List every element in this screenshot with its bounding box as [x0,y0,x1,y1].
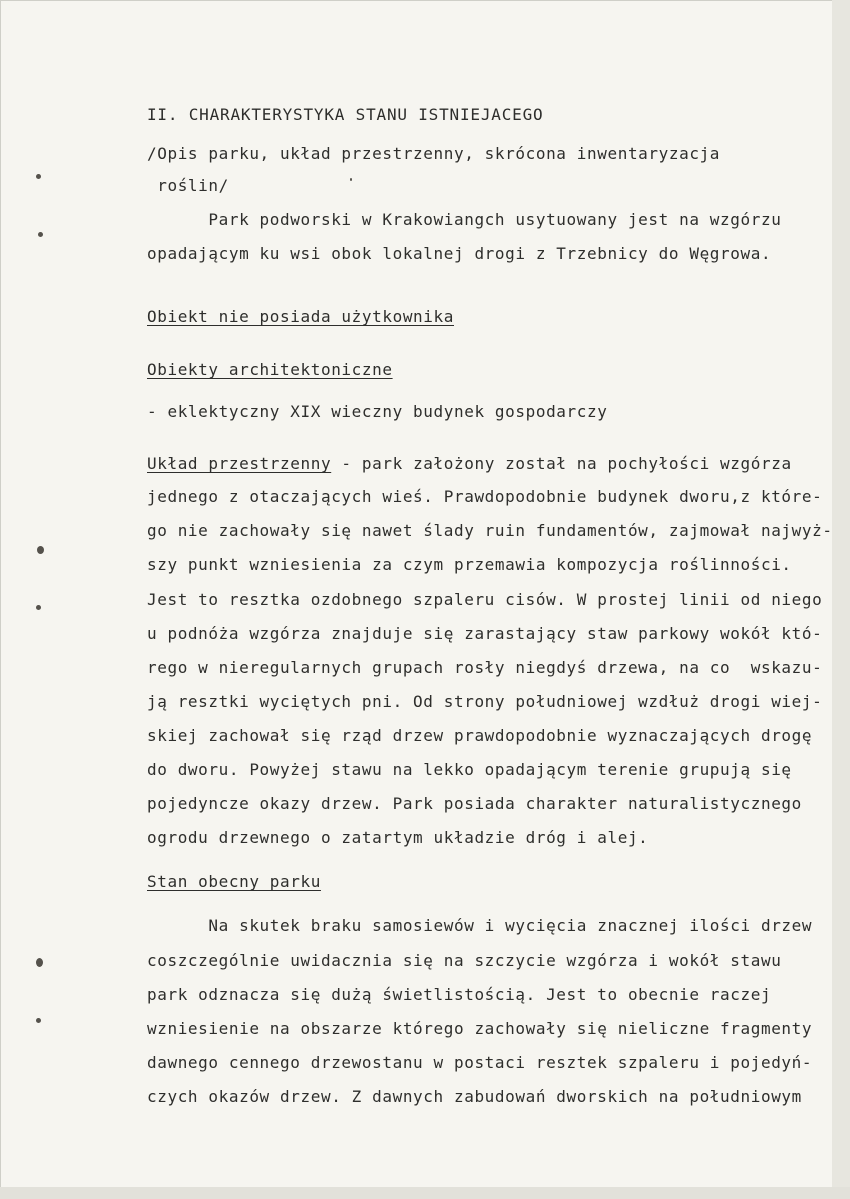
subheading-layout: Układ przestrzenny [147,454,332,473]
margin-mark [36,174,41,179]
layout-line: Jest to resztka ozdobnego szpaleru cisów. W prostej linii od niego [147,590,823,609]
layout-line: jednego z otaczających wieś. Prawdopodobnie budynek dworu,z które- [147,487,823,506]
margin-mark [36,1018,41,1023]
layout-line: go nie zachowały się nawet ślady ruin fundamentów, zajmował najwyż- [147,521,833,540]
layout-first-rest: - park założony został na pochyłości wzgórza [331,454,792,473]
state-line: park odznacza się dużą świetlistością. Jest to obecnie raczej [147,985,772,1004]
layout-line: do dworu. Powyżej stawu na lekko opadającym terenie grupują się [147,760,792,779]
state-line: czych okazów drzew. Z dawnych zabudowań dworskich na południowym [147,1087,802,1106]
layout-line: pojedyncze okazy drzew. Park posiada charakter naturalistycznego [147,794,802,813]
section-heading: II. CHARAKTERYSTYKA STANU ISTNIEJACEGO [147,105,544,124]
layout-first-line [147,455,792,473]
margin-mark [36,958,43,967]
state-line: dawnego cennego drzewostanu w postaci resztek szpaleru i pojedyń- [147,1053,813,1072]
margin-mark [350,178,352,181]
paragraph-line: opadającym ku wsi obok lokalnej drogi z Trzebnicy do Węgrowa. [147,244,772,263]
subheading-architecture: Obiekty architektoniczne [147,360,393,379]
page-edge-bottom [0,1187,850,1199]
state-line: Na skutek braku samosiewów i wycięcia znacznej ilości drzew [147,916,813,935]
layout-line: ją resztki wyciętych pni. Od strony południowej wzdłuż drogi wiej- [147,692,823,711]
margin-mark [37,546,44,554]
layout-line: rego w nieregularnych grupach rosły niegdyś drzewa, na co wskazu- [147,658,823,677]
intro-line: /Opis parku, układ przestrzenny, skrócona inwentaryzacja [147,144,721,163]
subheading-user: Obiekt nie posiada użytkownika [147,307,454,326]
state-line: coszczególnie uwidacznia się na szczycie wzgórza i wokół stawu [147,951,782,970]
page-edge [832,0,850,1199]
layout-line: skiej zachował się rząd drzew prawdopodobnie wyznaczających drogę [147,726,813,745]
layout-line: u podnóża wzgórza znajduje się zarastający staw parkowy wokół któ- [147,624,823,643]
paragraph-line: Park podworski w Krakowiangch usytuowany jest na wzgórzu [147,210,782,229]
margin-mark [38,232,43,237]
margin-mark [36,605,41,610]
layout-line: ogrodu drzewnego o zatartym układzie dróg i alej. [147,828,649,847]
layout-line: szy punkt wzniesienia za czym przemawia kompozycja roślinności. [147,555,792,574]
subheading-state: Stan obecny parku [147,872,321,891]
architecture-item: - eklektyczny XIX wieczny budynek gospodarczy [147,402,608,421]
intro-line: roślin/ [147,176,229,195]
state-line: wzniesienie na obszarze którego zachowały się nieliczne fragmenty [147,1019,813,1038]
